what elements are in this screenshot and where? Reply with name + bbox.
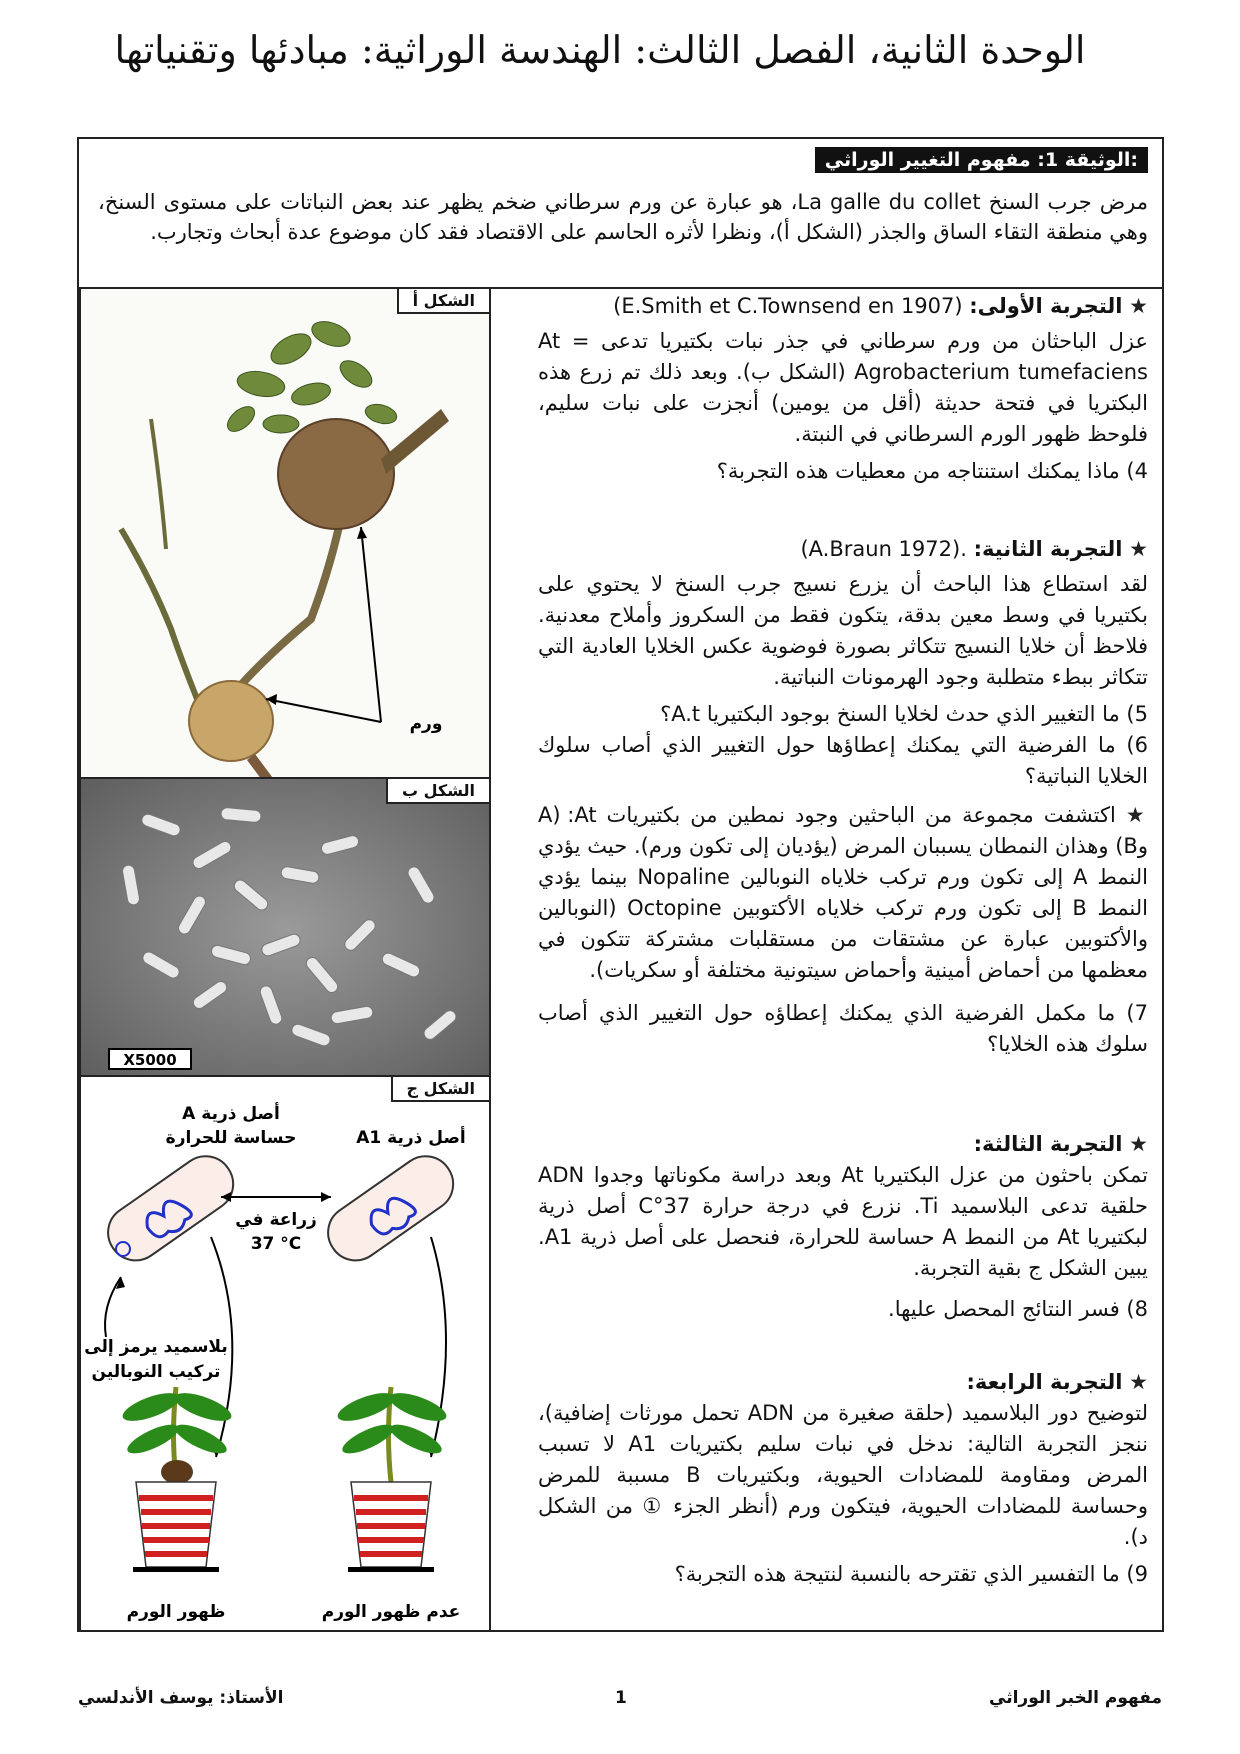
question-7: 7) ما مكمل الفرضية الذي يمكنك إعطاؤه حول التغيير الذي أصاب سلوك هذه الخلايا؟ (538, 1001, 1148, 1056)
question-9: 9) ما التفسير الذي تقترحه بالنسبة لنتيجة هذه التجربة؟ (674, 1562, 1148, 1586)
page-title: الوحدة الثانية، الفصل الثالث: الهندسة الوراثية: مبادئها وتقنياتها (114, 28, 1086, 72)
plant-gall-photo (81, 289, 491, 779)
result-right-label: عدم ظهور الورم (321, 1602, 461, 1622)
bacterium-a1 (318, 1146, 464, 1271)
footer-page-number: 1 (615, 1688, 627, 1708)
question-8: 8) فسر النتائج المحصل عليها. (888, 1297, 1148, 1321)
experiment-1: ★ التجربة الأولى: (E.Smith et C.Townsend en 1907) عزل الباحثان من ورم سرطاني في جذر نبات بكتيريا تدعى At = Agrobacterium tumefaciens (الشكل ب). وبعد ذلك تم زرع هذه البكتريا في فتحة حديثة (أقل من يومين) أنجزت على نبات سليم، فلوحظ ظهور الورم السرطاني في النبتة. 4) ماذا يمكنك استنتاجه من معطيات هذه التجربة؟ (538, 291, 1148, 487)
exp1-text: عزل الباحثان من ورم سرطاني في جذر نبات بكتيريا تدعى At = Agrobacterium tumefaciens (الشكل ب). وبعد ذلك تم زرع هذه البكتريا في فتحة حديثة (أقل من يومين) أنجزت على نبات سليم، فلوحظ ظهور الورم السرطاني في النبتة. (538, 329, 1148, 446)
experiment-2: ★ التجربة الثانية: (A.Braun 1972). لقد استطاع هذا الباحث أن يزرع نسيج جرب السنخ لا يحتوي على بكتيريا في وسط معين بدقة، يتكون فقط من السكروز وأملاح معدنية. فلاحظ أن خلايا النسيج تتكاثر بصورة فوضوية عكس الخلايا العادية التي تتكاثر ببطء متطلبة وجود الهرمونات النباتية. 5) ما التغيير الذي حدث لخلايا السنخ بوجود البكتيريا A.t؟ 6) ما الفرضية التي يمكنك إعطاؤها حول التغيير الذي أصاب سلوك الخلايا النباتية؟ ★ اكتشفت مجموعة من الباحثين وجود نمطين من بكتيريات At: (A وB) وهذان النمطان يسببان المرض (يؤديان إلى تكون ورم). حيث يؤدي النمط A إلى تكون ورم تركب خلاياه النوبالين Nopaline بينما يؤدي النمط B إلى تكون ورم تركب خلاياه الأكتوبين Octopine (النوبالين والأكتوبين عبارة عن مشتقات من مستقلبات مشتركة تتكون في معظمها من أحماض أمينية وأحماض سيتونية مختلفة أو سكريات). 7) ما مكمل الفرضية الذي يمكنك إعطاؤه حول التغيير الذي أصاب سلوك هذه الخلايا؟ (538, 534, 1148, 1060)
figure-c-tag: الشكل ج (391, 1077, 489, 1102)
exp2-ref: (A.Braun 1972). (800, 537, 967, 561)
experiment-4: ★ التجربة الرابعة: لتوضيح دور البلاسميد (حلقة صغيرة من ADN تحمل مورثات إضافية)، ننجز التجربة التالية: ندخل في نبات سليم بكتيريات A1 لا تسبب المرض ومقاومة للمضادات الحيوية، وبكتيريات B مسببة للمرض وحساسة للمضادات الحيوية، فيتكون ورم (أنظر الجزء ① من الشكل د). 9) ما التفسير الذي تقترحه بالنسبة لنتيجة هذه التجربة؟ (538, 1367, 1148, 1590)
gall-label: ورم (409, 714, 443, 734)
question-6: 6) ما الفرضية التي يمكنك إعطاؤها حول التغيير الذي أصاب سلوك الخلايا النباتية؟ (538, 733, 1148, 788)
plasmid-label-1: بلاسميد يرمز إلى (84, 1337, 228, 1357)
plant-right (334, 1387, 449, 1572)
exp3-text: تمكن باحثون من عزل البكتيريا At وبعد دراسة مكوناتها وجدوا ADN حلقية تدعى البلاسميد Ti. نزرع في درجة حرارة 37°C أصل ذرية لبكتيريا At من النمط A حساسة للحرارة، فنحصل على أصل ذرية A1. يبين الشكل ج بقية التجربة. (538, 1163, 1149, 1280)
temperature-label: 37 °C (250, 1234, 302, 1254)
exp4-text: لتوضيح دور البلاسميد (حلقة صغيرة من ADN تحمل مورثات إضافية)، ننجز التجربة التالية: ندخل في نبات سليم بكتيريات A1 لا تسبب المرض ومقاومة للمضادات الحيوية، وبكتيريات B مسببة للمرض وحساسة للمضادات الحيوية، فيتكون ورم (أنظر الجزء ① من الشكل د). (538, 1401, 1148, 1549)
gall-large (278, 419, 394, 529)
document-frame (77, 137, 1164, 1632)
figure-b (79, 777, 491, 1077)
figure-a (79, 287, 491, 779)
footer-teacher: الأستاذ: يوسف الأندلسي (78, 1688, 284, 1708)
exp2-title: التجربة الثانية: (973, 537, 1123, 561)
exp4-title: التجربة الرابعة: (966, 1370, 1123, 1394)
bacteria-micrograph (81, 779, 491, 1077)
figure-c (79, 1075, 491, 1632)
plasmid-label-2: تركيب النوبالين (91, 1362, 221, 1382)
strain-a-label: أصل ذرية A (182, 1104, 280, 1124)
footer-subject: مفهوم الخبر الوراثي (989, 1688, 1162, 1708)
bacterium-a (98, 1146, 244, 1271)
gall-small (189, 681, 273, 761)
question-5: 5) ما التغيير الذي حدث لخلايا السنخ بوجود البكتيريا A.t؟ (660, 702, 1148, 726)
strain-a1-label: أصل ذرية A1 (356, 1128, 466, 1148)
experiment-3: ★ التجربة الثالثة: تمكن باحثون من عزل البكتيريا At وبعد دراسة مكوناتها وجدوا ADN حلقية تدعى البلاسميد Ti. نزرع في درجة حرارة 37°C أصل ذرية لبكتيريا At من النمط A حساسة للحرارة، فنحصل على أصل ذرية A1. يبين الشكل ج بقية التجربة. 8) فسر النتائج المحصل عليها. (538, 1129, 1148, 1325)
result-left-label: ظهور الورم (126, 1602, 226, 1622)
exp2-text2: اكتشفت مجموعة من الباحثين وجود نمطين من بكتيريات At: (A وB) وهذان النمطان يسببان المرض (يؤديان إلى تكون ورم). حيث يؤدي النمط A إلى تكون ورم تركب خلاياه النوبالين Nopaline بينما يؤدي النمط B إلى تكون ورم تركب خلاياه الأكتوبين Octopine (النوبالين والأكتوبين عبارة عن مشتقات من مستقلبات مشتركة تتكون في معظمها من أحماض أمينية وأحماض سيتونية مختلفة أو سكريات). (538, 803, 1148, 982)
exp3-title: التجربة الثالثة: (973, 1132, 1123, 1156)
exp2-text: لقد استطاع هذا الباحث أن يزرع نسيج جرب السنخ لا يحتوي على بكتيريا في وسط معين بدقة، يتكون فقط من السكروز وأملاح معدنية. فلاحظ أن خلايا النسيج تتكاثر بصورة فوضوية عكس الخلايا العادية التي تتكاثر ببطء متطلبة وجود الهرمونات النباتية. (538, 572, 1148, 689)
exp1-title: التجربة الأولى: (969, 294, 1123, 318)
intro-paragraph: مرض جرب السنخ La galle du collet، هو عبارة عن ورم سرطاني ضخم يظهر عند بعض النباتات على مستوى السنخ، وهي منطقة التقاء الساق والجذر (الشكل أ)، ونظرا لأثره الحاسم على الاقتصاد فقد كان موضوع عدة أبحاث وتجارب. (98, 190, 1149, 244)
plant-left (119, 1387, 234, 1572)
figure-b-tag: الشكل ب (386, 779, 489, 804)
document-heading: الوثيقة 1: مفهوم التغيير الوراثي: (815, 147, 1148, 173)
question-4: 4) ماذا يمكنك استنتاجه من معطيات هذه التجربة؟ (716, 459, 1148, 483)
magnification-label: X5000 (123, 1051, 177, 1069)
heat-sensitive-label: حساسة للحرارة (165, 1128, 297, 1148)
figure-a-tag: الشكل أ (397, 289, 489, 314)
experiment-diagram (81, 1077, 491, 1632)
exp1-ref: (E.Smith et C.Townsend en 1907) (613, 294, 963, 318)
culture-label: زراعة في (235, 1210, 317, 1230)
